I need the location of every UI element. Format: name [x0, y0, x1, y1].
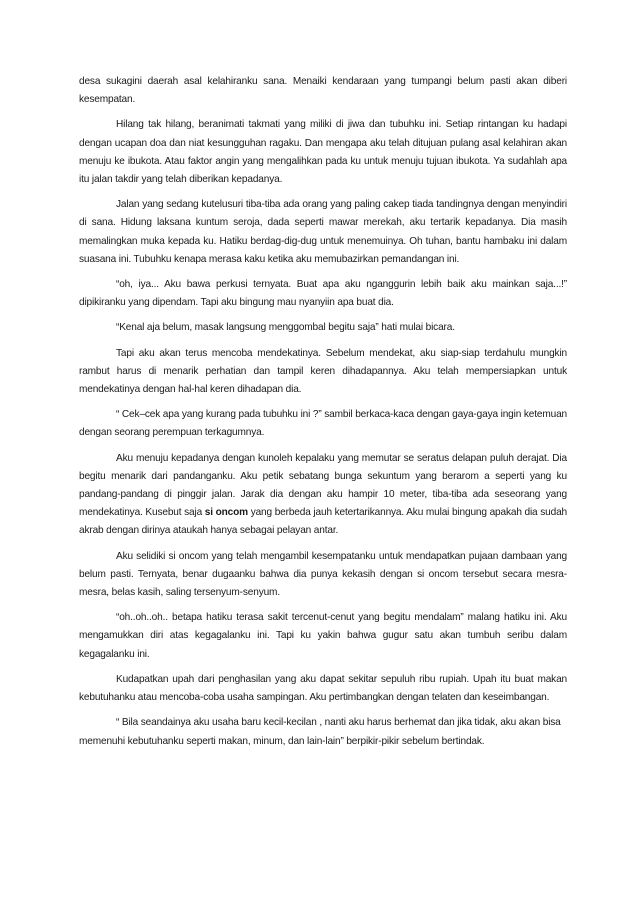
paragraph-7: “ Cek–cek apa yang kurang pada tubuhku ini ?” sambil berkaca-kaca dengan gaya-gaya ingin ketemuan dengan seorang perempuan terkagumnya. — [79, 409, 567, 439]
paragraph-1: desa sukagini daerah asal kelahiranku sana. Menaiki kendaraan yang tumpangi belum pasti akan diberi kesempatan. — [79, 76, 567, 106]
paragraph-8-post: yang berbeda jauh ketertarikannya. Aku mulai bingung apakah dia sudah akrab dengan dirinya ataukah hanya sebagai pelayan antar. — [79, 507, 568, 537]
name-si-oncom: si oncom — [204, 507, 248, 519]
paragraph-8 — [79, 450, 567, 541]
document-body — [79, 73, 567, 758]
paragraph-9: Aku selidiki si oncom yang telah mengambil kesempatanku untuk mendapatkan pujaan dambaan yang belum pasti. Ternyata, benar dugaanku bahwa dia punya kekasih dengan si oncom tersebut secara mesra-mesra, belas kasih, saling tersenyum-senyum. — [79, 550, 567, 599]
paragraph-3: Jalan yang sedang kutelusuri tiba-tiba ada orang yang paling cakep tiada tandingnya dengan menyindiri di sana. Hidung laksana kuntum seroja, dada seperti mawar merekah, aku tertarik kepadanya. Dia masih memalingkan muka kepada ku. Hatiku berdag-dig-dug untuk menemuinya. Oh tuhan, bantu hambaku ini dalam suasana ini. Tubuhku kenapa merasa kaku ketika aku memubazirkan pemandangan ini. — [79, 199, 567, 265]
paragraph-11: Kudapatkan upah dari penghasilan yang aku dapat sekitar sepuluh ribu rupiah. Upah itu buat makan kebutuhanku atau mencoba-coba usaha sampingan. Aku pertimbangkan dengan telaten dan keseimbangan. — [79, 673, 567, 704]
paragraph-6: Tapi aku akan terus mencoba mendekatinya. Sebelum mendekat, aku siap-siap terdahulu mungkin rambut harus di menarik perhatian dan tampil keren dihadapannya. Aku telah mempersiapkan untuk mendekatinya dengan hal-hal keren dihadapan dia. — [79, 347, 567, 396]
paragraph-2: Hilang tak hilang, beranimati takmati yang miliki di jiwa dan tubuhku ini. Setiap rintangan ku hadapi dengan ucapan doa dan niat kesungguhan ragaku. Dan mengapa aku telah ditujuan pulang asal kelahiran akan menuju ke ibukota. Atau faktor angin yang mengalihkan pada ku untuk menuju tujuan ibukota. Ya sudahlah apa itu jalan takdir yang telah diberikan kepadanya. — [79, 119, 567, 186]
paragraph-8-pre: Aku menuju kepadanya dengan kunoleh kepalaku yang memutar se seratus delapan puluh derajat. Dia begitu menarik dari pandanganku. Aku petik sebatang bunga sekuntum yang berarom a seperti yang ku pandang-pandang di pinggir jalan. Jarak dia dengan aku hampir 10 meter, tiba-tiba ada seseorang yang mendekatinya. Kusebut saja — [79, 452, 567, 519]
paragraph-4: “oh, iya... Aku bawa perkusi ternyata. Buat apa aku nganggurin lebih baik aku mainkan saja...!” dipikiranku yang dipendam. Tapi aku bingung mau nyanyiin apa buat dia. — [79, 279, 567, 309]
paragraph-10: “oh..oh..oh.. betapa hatiku terasa sakit tercenut-cenut yang begitu mendalam” malang hatiku ini. Aku mengamukkan diri atas kegagalanku ini. Tapi ku yakin bahwa gugur satu akan tumbuh seribu dalam kegagalanku ini. — [79, 612, 567, 660]
paragraph-12: “ Bila seandainya aku usaha baru kecil-kecilan , nanti aku harus berhemat dan jika tidak, aku akan bisa memenuhi kebutuhanku seperti makan, minum, dan lain-lain” berpikir-pikir sebelum bertindak. — [79, 717, 561, 747]
paragraph-5: “Kenal aja belum, masak langsung menggombal begitu saja” hati mulai bicara. — [116, 322, 455, 334]
